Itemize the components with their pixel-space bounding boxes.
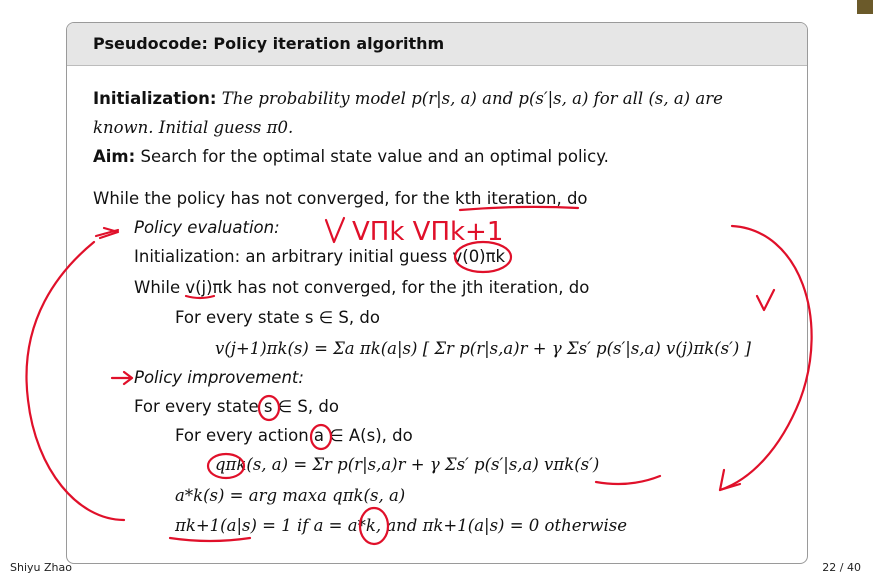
imp-for-state: For every state s ∈ S, do (134, 397, 339, 416)
init-label: Initialization: (93, 89, 217, 108)
handwritten-note: VΠk VΠk+1 (352, 217, 504, 247)
footer-page: 22 / 40 (822, 561, 861, 574)
policy-improvement: Policy improvement: (134, 368, 304, 387)
imp-pi: πk+1(a|s) = 1 if a = a*k, and πk+1(a|s) = 0 otherwise (175, 516, 628, 535)
presenter-avatar (857, 0, 873, 14)
aim-label: Aim: (93, 147, 136, 166)
eval-init: Initialization: an arbitrary initial guess v(0)πk (134, 247, 506, 266)
imp-q: qπk(s, a) = Σr p(r|s,a)r + γ Σs′ p(s′|s,a) vπk(s′) (215, 455, 600, 474)
imp-astar: a*k(s) = arg maxa qπk(s, a) (175, 486, 406, 505)
eval-for: For every state s ∈ S, do (175, 308, 380, 327)
box-title: Pseudocode: Policy iteration algorithm (67, 23, 807, 66)
aim-line (93, 147, 609, 166)
eval-while: While v(j)πk has not converged, for the jth iteration, do (134, 278, 590, 297)
init-text2: known. Initial guess π0. (93, 118, 294, 137)
init-text: The probability model p(r|s, a) and p(s′|s, a) for all (s, a) are (221, 89, 723, 108)
while-outer: While the policy has not converged, for the kth iteration, do (93, 189, 588, 208)
policy-evaluation: Policy evaluation: (134, 218, 280, 237)
aim-text: Search for the optimal state value and an optimal policy. (140, 147, 609, 166)
init-line (93, 89, 723, 108)
imp-for-action: For every action a ∈ A(s), do (175, 426, 413, 445)
footer-author: Shiyu Zhao (10, 561, 72, 574)
eval-update: v(j+1)πk(s) = Σa πk(a|s) [ Σr p(r|s,a)r + γ Σs′ p(s′|s,a) v(j)πk(s′) ] (215, 339, 751, 358)
